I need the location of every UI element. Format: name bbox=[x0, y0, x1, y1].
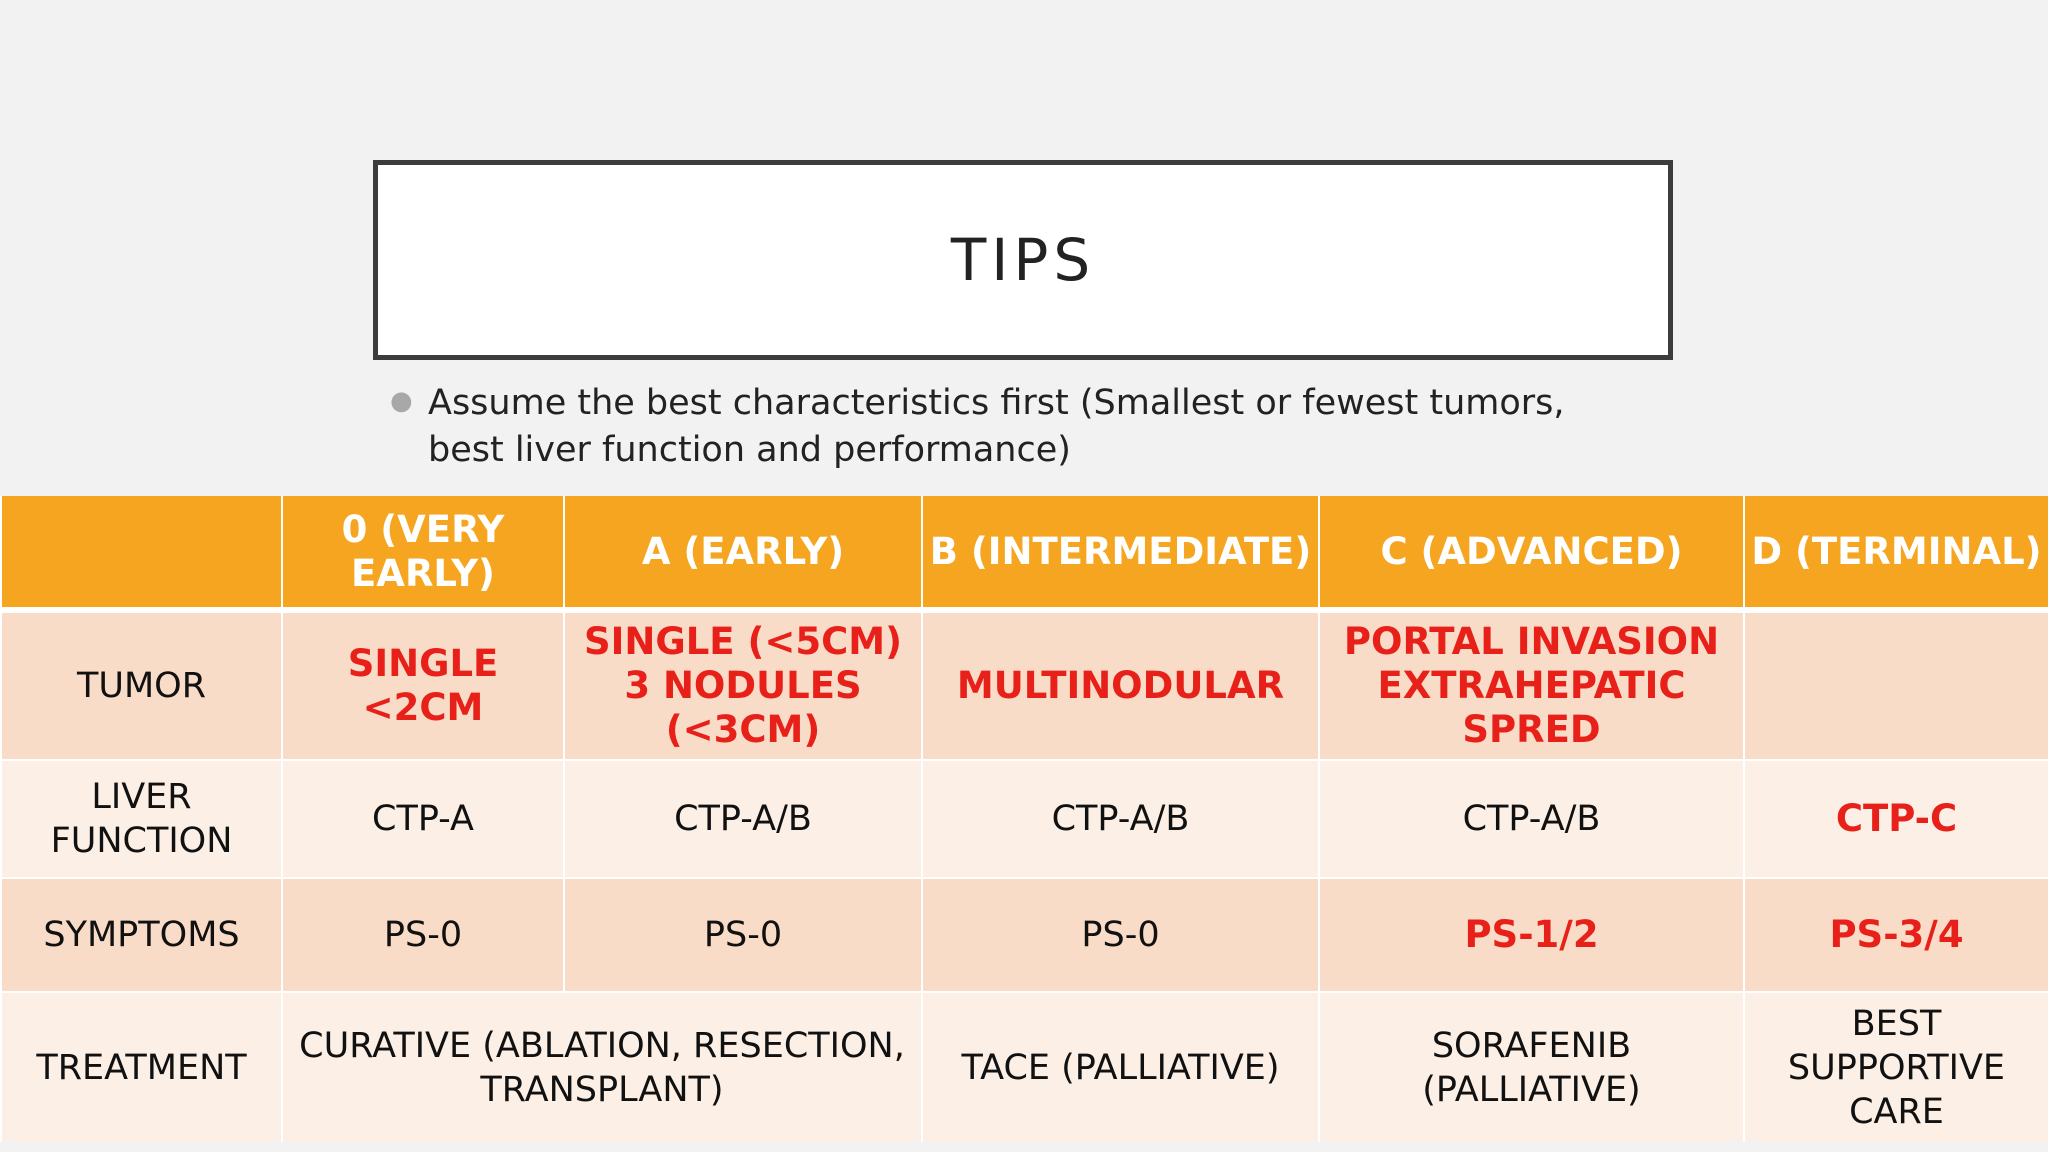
cell-symptoms-stage-d: PS-3/4 bbox=[1744, 878, 2048, 992]
cell-tumor-stage-a: SINGLE (<5CM) 3 NODULES (<3CM) bbox=[564, 610, 922, 760]
bullet-dot-icon: ● bbox=[390, 386, 413, 416]
cell-tumor-stage-b: MULTINODULAR bbox=[922, 610, 1319, 760]
cell-treatment-stage-c: SORAFENIB (PALLIATIVE) bbox=[1319, 992, 1744, 1142]
cell-tumor-stage-0: SINGLE <2CM bbox=[282, 610, 564, 760]
row-label-symptoms: SYMPTOMS bbox=[1, 878, 282, 992]
table-row-liver-function bbox=[1, 760, 2048, 878]
row-label-liver-function: LIVER FUNCTION bbox=[1, 760, 282, 878]
header-corner bbox=[1, 496, 282, 610]
cell-symptoms-stage-b: PS-0 bbox=[922, 878, 1319, 992]
cell-treatment-stage-d: BEST SUPPORTIVE CARE bbox=[1744, 992, 2048, 1142]
header-stage-a: A (EARLY) bbox=[564, 496, 922, 610]
cell-symptoms-stage-0: PS-0 bbox=[282, 878, 564, 992]
cell-tumor-stage-c: PORTAL INVASION EXTRAHEPATIC SPRED bbox=[1319, 610, 1744, 760]
cell-liver-stage-b: CTP-A/B bbox=[922, 760, 1319, 878]
cell-tumor-stage-d bbox=[1744, 610, 2048, 760]
table-header-row bbox=[1, 496, 2048, 610]
slide-title: TIPS bbox=[950, 226, 1096, 294]
row-label-treatment: TREATMENT bbox=[1, 992, 282, 1142]
cell-liver-stage-c: CTP-A/B bbox=[1319, 760, 1744, 878]
cell-symptoms-stage-c: PS-1/2 bbox=[1319, 878, 1744, 992]
header-stage-c: C (ADVANCED) bbox=[1319, 496, 1744, 610]
cell-liver-stage-a: CTP-A/B bbox=[564, 760, 922, 878]
cell-treatment-stage-0-a: CURATIVE (ABLATION, RESECTION, TRANSPLANT) bbox=[282, 992, 922, 1142]
header-stage-d: D (TERMINAL) bbox=[1744, 496, 2048, 610]
cell-liver-stage-0: CTP-A bbox=[282, 760, 564, 878]
header-stage-0: 0 (VERY EARLY) bbox=[282, 496, 564, 610]
stage-table bbox=[0, 496, 2048, 1142]
row-label-tumor: TUMOR bbox=[1, 610, 282, 760]
cell-symptoms-stage-a: PS-0 bbox=[564, 878, 922, 992]
bullet-text: Assume the best characteristics first (Smallest or fewest tumors, best liver function and performance) bbox=[428, 383, 1565, 470]
cell-treatment-stage-b: TACE (PALLIATIVE) bbox=[922, 992, 1319, 1142]
table-row-treatment bbox=[1, 992, 2048, 1142]
header-stage-b: B (INTERMEDIATE) bbox=[922, 496, 1319, 610]
table-row-tumor bbox=[1, 610, 2048, 760]
bullet-list bbox=[390, 380, 1690, 474]
title-box bbox=[373, 160, 1673, 360]
cell-liver-stage-d: CTP-C bbox=[1744, 760, 2048, 878]
table-row-symptoms bbox=[1, 878, 2048, 992]
